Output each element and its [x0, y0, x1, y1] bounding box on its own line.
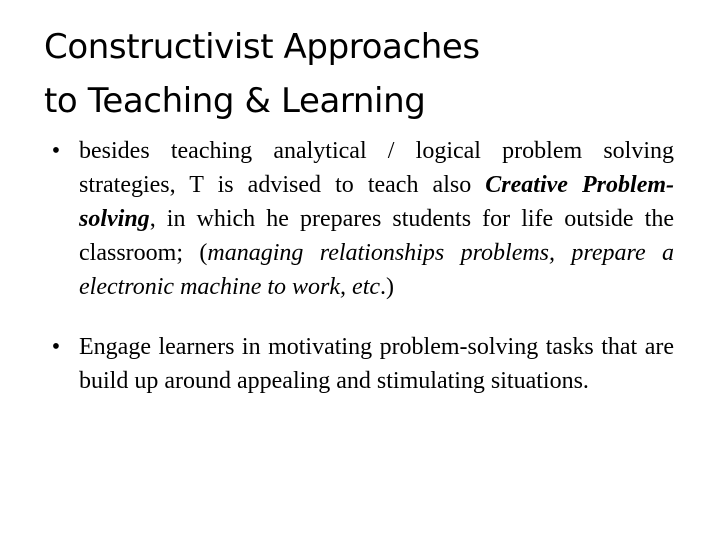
bullet-emphasis-italic: managing relationships problems, prepare a electronic machine to work, etc	[79, 240, 674, 300]
slide-title-line-2: to Teaching & Learning	[44, 81, 426, 121]
bullet-item-creative-problem-solving	[44, 134, 674, 304]
bullet-item-engage-learners	[44, 330, 674, 398]
bullet-text-part: besides teaching analytical / logical problem solving strategies, T is advised to teach also	[79, 138, 674, 198]
bullet-text: Engage learners in motivating problem-solving tasks that are build up around appealing and stimulating situations.	[79, 334, 674, 394]
bullet-text-part: .)	[380, 274, 395, 300]
bullet-emphasis-bold-italic: Creative Problem-solving	[79, 172, 675, 232]
slide-title-line-1: Constructivist Approaches	[44, 27, 480, 67]
slide-title	[44, 20, 684, 128]
bullet-text	[79, 134, 674, 304]
bullet-text-part: , in which he prepares students for life outside the classroom; (	[79, 206, 674, 266]
bullet-dot-icon: •	[51, 138, 61, 164]
bullet-dot-icon: •	[51, 334, 61, 360]
bullet-list	[44, 134, 674, 398]
